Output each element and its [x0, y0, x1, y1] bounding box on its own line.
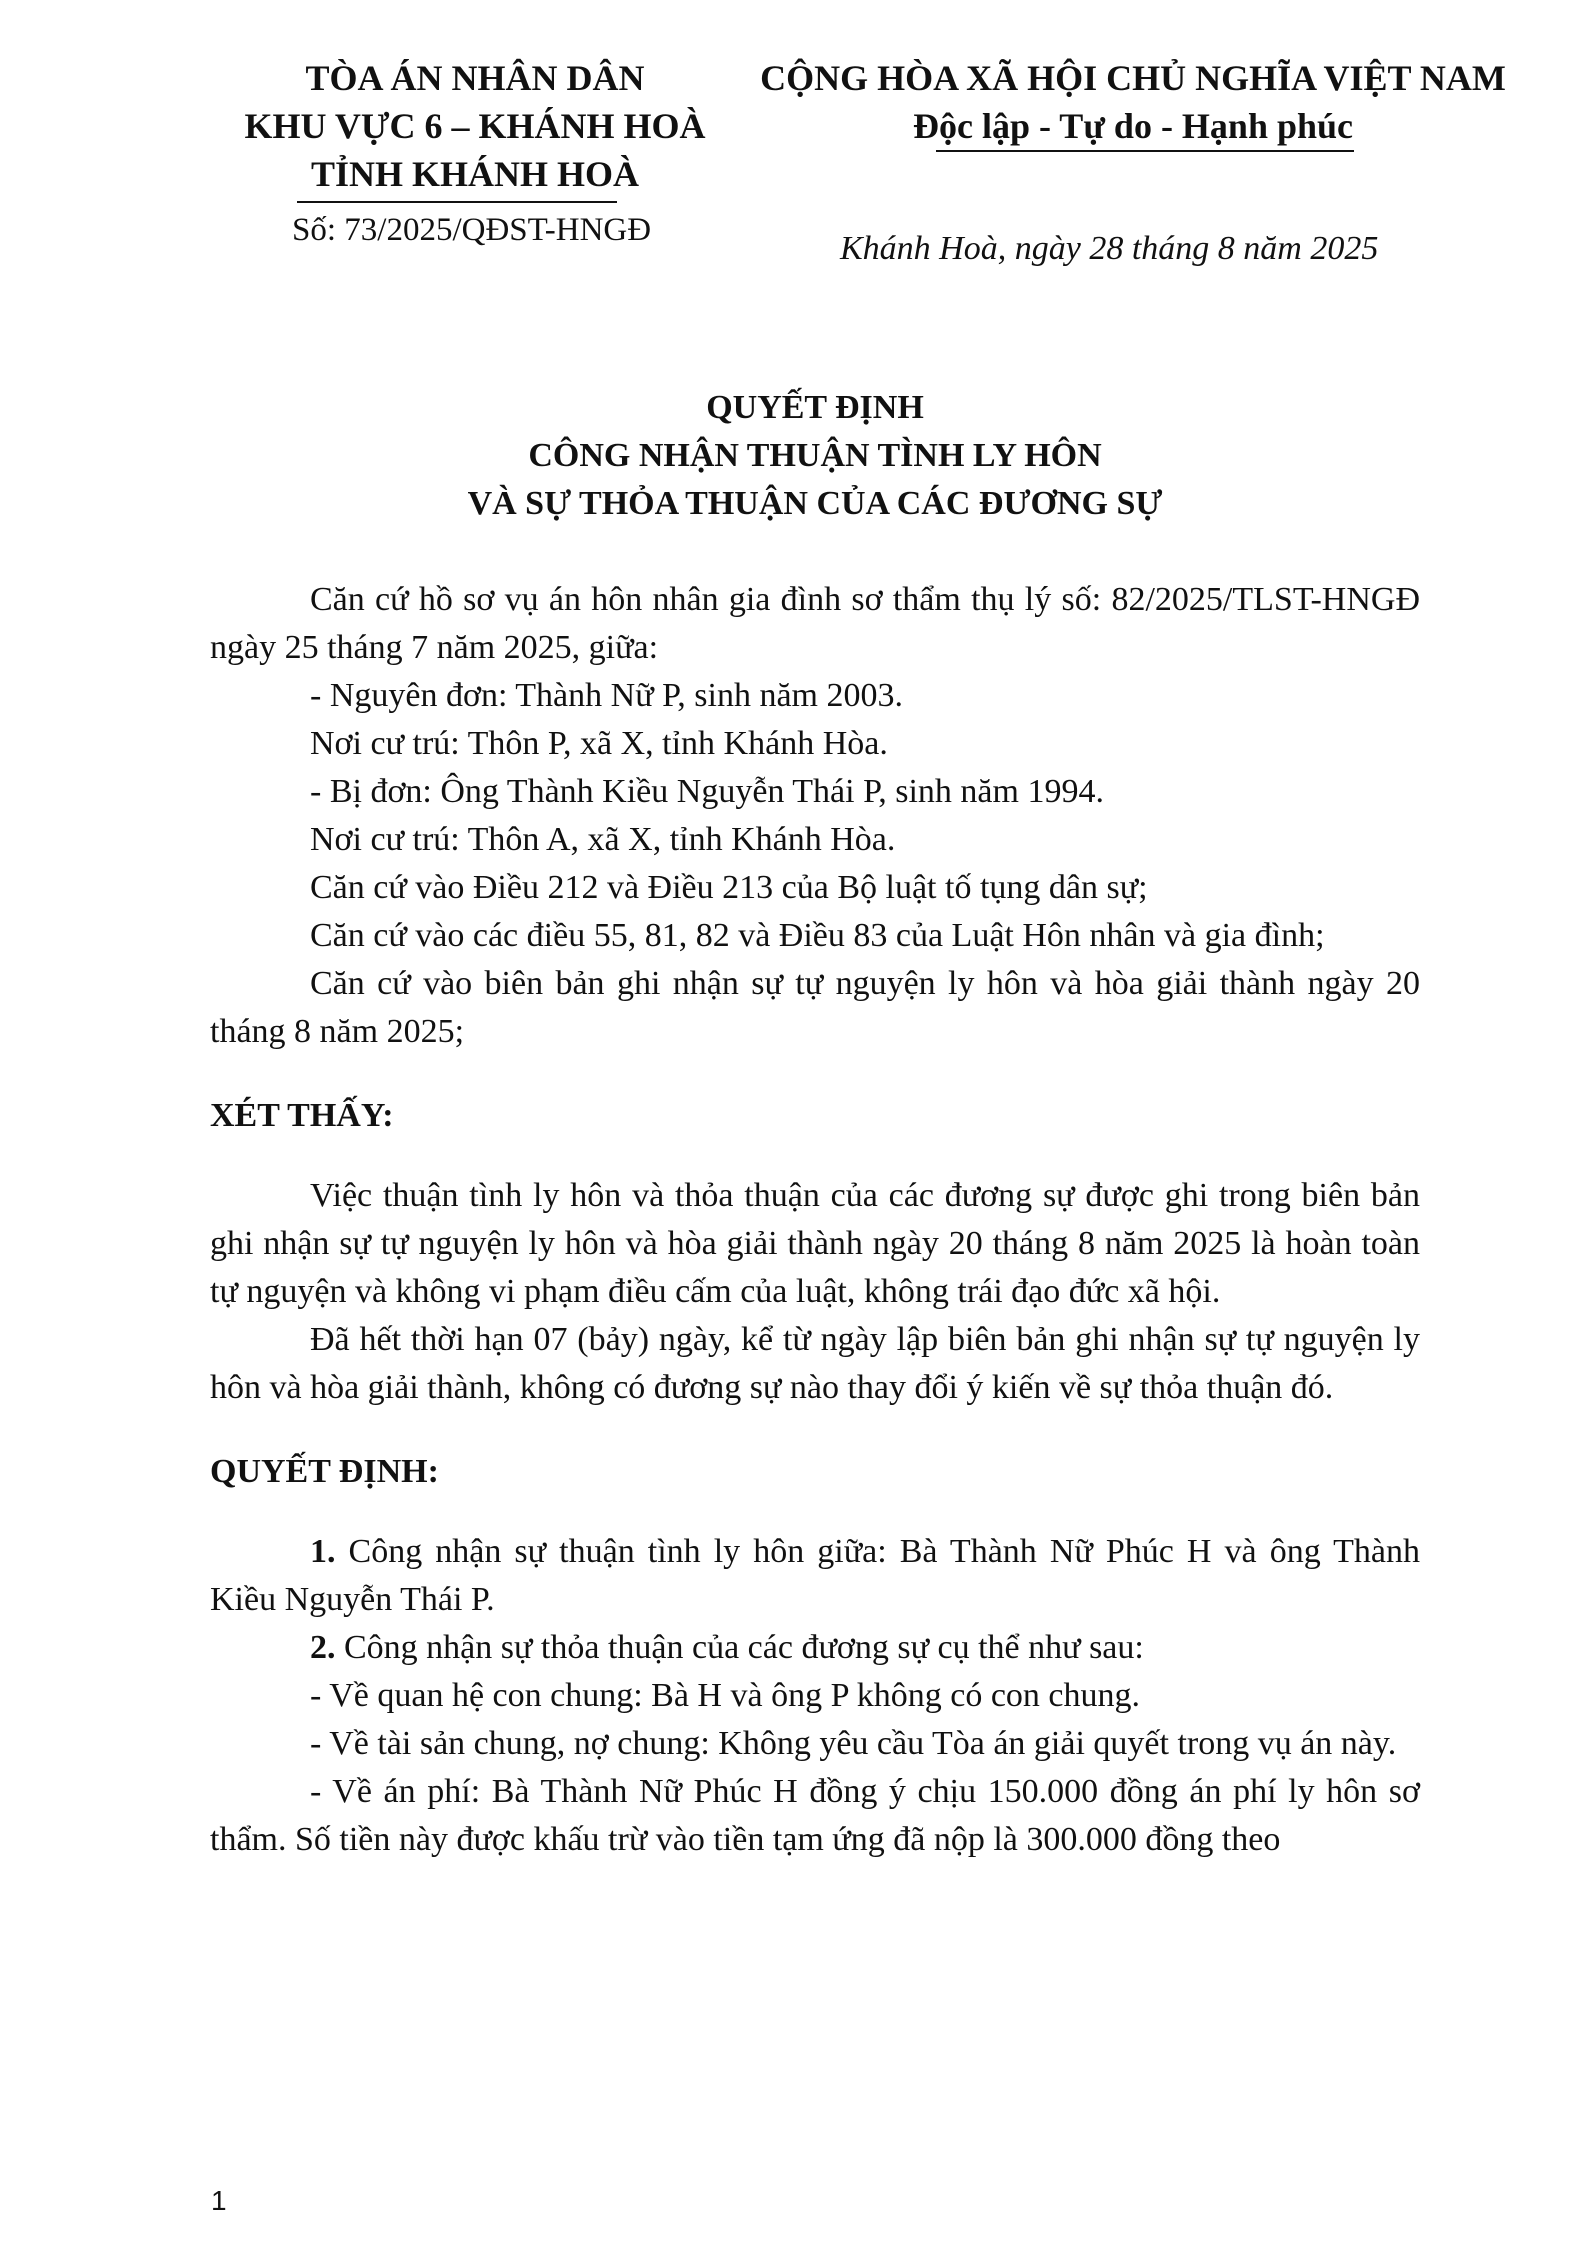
plaintiff-address: Nơi cư trú: Thôn P, xã X, tỉnh Khánh Hòa. [310, 725, 888, 762]
nation-name: CỘNG HÒA XÃ HỘI CHỦ NGHĨA VIỆT NAM [760, 58, 1506, 98]
page-number: 1 [211, 2185, 227, 2216]
document-title [210, 384, 1420, 528]
legal-basis-3: Căn cứ vào biên bản ghi nhận sự tự nguyện ly hôn và hòa giải thành ngày 20 tháng 8 năm 2025; [210, 965, 1420, 1050]
plaintiff-line: - Nguyên đơn: Thành Nữ P, sinh năm 2003. [310, 677, 903, 714]
children-clause: - Về quan hệ con chung: Bà H và ông P không có con chung. [310, 1677, 1140, 1714]
court-name-line3: TỈNH KHÁNH HOÀ [310, 154, 640, 194]
decision-item-2-number: 2. [310, 1629, 336, 1666]
defendant-line: - Bị đơn: Ông Thành Kiều Nguyễn Thái P, sinh năm 1994. [310, 773, 1104, 810]
title-line3: VÀ SỰ THỎA THUẬN CỦA CÁC ĐƯƠNG SỰ [467, 485, 1163, 522]
document-body [210, 576, 1420, 1864]
basis-paragraph: Căn cứ hồ sơ vụ án hôn nhân gia đình sơ thẩm thụ lý số: 82/2025/TLST-HNGĐ ngày 25 tháng 7 năm 2025, giữa: [210, 581, 1420, 666]
place-date: Khánh Hoà, ngày 28 tháng 8 năm 2025 [840, 230, 1379, 267]
document-number: Số: 73/2025/QĐST-HNGĐ [292, 212, 652, 248]
decision-item-1 [210, 1528, 1420, 1624]
court-name-line1: TÒA ÁN NHÂN DÂN [305, 58, 645, 98]
decision-item-1-text: Công nhận sự thuận tình ly hôn giữa: Bà Thành Nữ Phúc H và ông Thành Kiều Nguyễn Thái P. [210, 1533, 1420, 1618]
decision-heading: QUYẾT ĐỊNH: [210, 1453, 439, 1490]
findings-paragraph-1: Việc thuận tình ly hôn và thỏa thuận của các đương sự được ghi trong biên bản ghi nhận sự tự nguyện ly hôn và hòa giải thành ngày 20 tháng 8 năm 2025 là hoàn toàn tự nguyện và không vi phạm điều cấm của luật, không trái đạo đức xã hội. [210, 1177, 1420, 1310]
decision-item-2-text: Công nhận sự thỏa thuận của các đương sự cụ thể như sau: [335, 1629, 1144, 1666]
decision-item-2 [210, 1624, 1420, 1672]
title-line2: CÔNG NHẬN THUẬN TÌNH LY HÔN [528, 437, 1102, 474]
title-line1: QUYẾT ĐỊNH [706, 389, 924, 426]
legal-basis-2: Căn cứ vào các điều 55, 81, 82 và Điều 83 của Luật Hôn nhân và gia đình; [310, 917, 1325, 954]
national-motto: Độc lập - Tự do - Hạnh phúc [912, 106, 1354, 146]
legal-basis-1: Căn cứ vào Điều 212 và Điều 213 của Bộ luật tố tụng dân sự; [310, 869, 1148, 906]
fees-clause: - Về án phí: Bà Thành Nữ Phúc H đồng ý chịu 150.000 đồng án phí ly hôn sơ thẩm. Số tiền này được khấu trừ vào tiền tạm ứng đã nộp là 300.000 đồng theo [210, 1773, 1420, 1858]
property-clause: - Về tài sản chung, nợ chung: Không yêu cầu Tòa án giải quyết trong vụ án này. [310, 1725, 1397, 1762]
court-name-line2: KHU VỰC 6 – KHÁNH HOÀ [244, 106, 706, 146]
defendant-address: Nơi cư trú: Thôn A, xã X, tỉnh Khánh Hòa. [310, 821, 896, 858]
court-header [210, 54, 740, 198]
decision-item-1-number: 1. [310, 1533, 336, 1570]
national-header [728, 54, 1538, 150]
motto-underline [936, 150, 1354, 152]
court-header-underline [297, 201, 617, 203]
findings-heading: XÉT THẤY: [210, 1097, 394, 1134]
findings-paragraph-2: Đã hết thời hạn 07 (bảy) ngày, kể từ ngày lập biên bản ghi nhận sự tự nguyện ly hôn và hòa giải thành, không có đương sự nào thay đổi ý kiến về sự thỏa thuận đó. [210, 1321, 1420, 1406]
